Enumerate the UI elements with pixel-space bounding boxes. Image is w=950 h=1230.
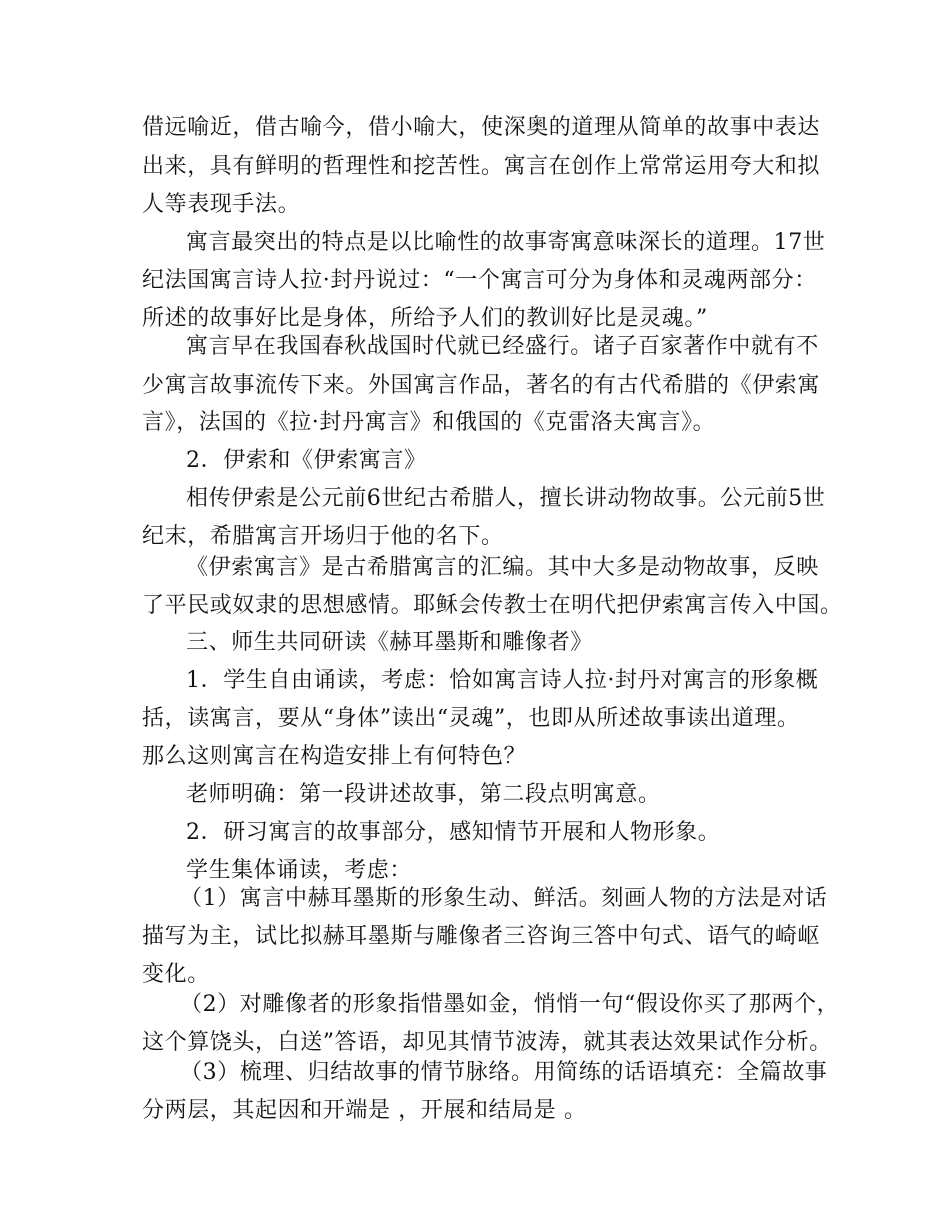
text-line: 纪法国寓言诗人拉·封丹说过：“一个寓言可分为身体和灵魂两部分：: [142, 268, 817, 293]
text-line: 相传伊索是公元前6世纪古希腊人，擅长讲动物故事。公元前5世: [186, 486, 826, 511]
text-line: 寓言最突出的特点是以比喻性的故事寄寓意味深长的道理。17世: [186, 230, 826, 255]
text-line: 寓言早在我国春秋战国时代就已经盛行。诸子百家著作中就有不: [186, 334, 819, 359]
text-line: 了平民或奴隶的思想感情。耶稣会传教士在明代把伊索寓言传入中国。: [142, 593, 843, 618]
text-line: 学生集体诵读，考虑：: [186, 858, 413, 883]
text-line: 言》，法国的《拉·封丹寓言》和俄国的《克雷洛夫寓言》。: [142, 410, 716, 435]
text-line: 变化。: [142, 962, 210, 987]
text-line: 所述的故事好比是身体，所给予人们的教训好比是灵魂。”: [142, 306, 708, 331]
text-line: 分两层，其起因和开端是 ，开展和结局是 。: [142, 1098, 587, 1123]
text-line: 1．学生自由诵读，考虑：恰如寓言诗人拉·封丹对寓言的形象概: [186, 668, 819, 693]
text-line: 2．研习寓言的故事部分，感知情节开展和人物形象。: [186, 820, 721, 845]
text-line: 借远喻近，借古喻今，借小喻大，使深奥的道理从简单的故事中表达: [142, 115, 821, 140]
text-line: 那么这则寓言在构造安排上有何特色？: [142, 744, 527, 769]
text-line: （2）对雕像者的形象指惜墨如金，悄悄一句“假设你买了那两个，: [180, 992, 840, 1017]
text-line: （3）梳理、归结故事的情节脉络。用简练的话语填充：全篇故事: [180, 1060, 828, 1085]
text-line: 描写为主，试比拟赫耳墨斯与雕像者三咨询三答中句式、语气的崎岖: [142, 924, 821, 949]
text-line: 括，读寓言，要从“身体”读出“灵魂”，也即从所述故事读出道理。: [142, 706, 800, 731]
text-line: 纪末，希腊寓言开场归于他的名下。: [142, 524, 504, 549]
text-line: 老师明确：第一段讲述故事，第二段点明寓意。: [186, 782, 661, 807]
text-line: 出来，具有鲜明的哲理性和挖苦性。寓言在创作上常常运用夸大和拟: [142, 154, 821, 179]
text-line: 这个算饶头，白送”答语，却见其情节波涛，就其表达效果试作分析。: [142, 1030, 832, 1055]
text-line: 人等表现手法。: [142, 192, 301, 217]
text-line: （1）寓言中赫耳墨斯的形象生动、鲜活。刻画人物的方法是对话: [180, 886, 828, 911]
section-heading: 三、师生共同研读《赫耳墨斯和雕像者》: [186, 630, 593, 655]
text-line: 《伊索寓言》是古希腊寓言的汇编。其中大多是动物故事，反映: [186, 555, 819, 580]
text-line: 少寓言故事流传下来。外国寓言作品，著名的有古代希腊的《伊索寓: [142, 373, 821, 398]
section-heading: 2．伊索和《伊索寓言》: [186, 448, 427, 473]
